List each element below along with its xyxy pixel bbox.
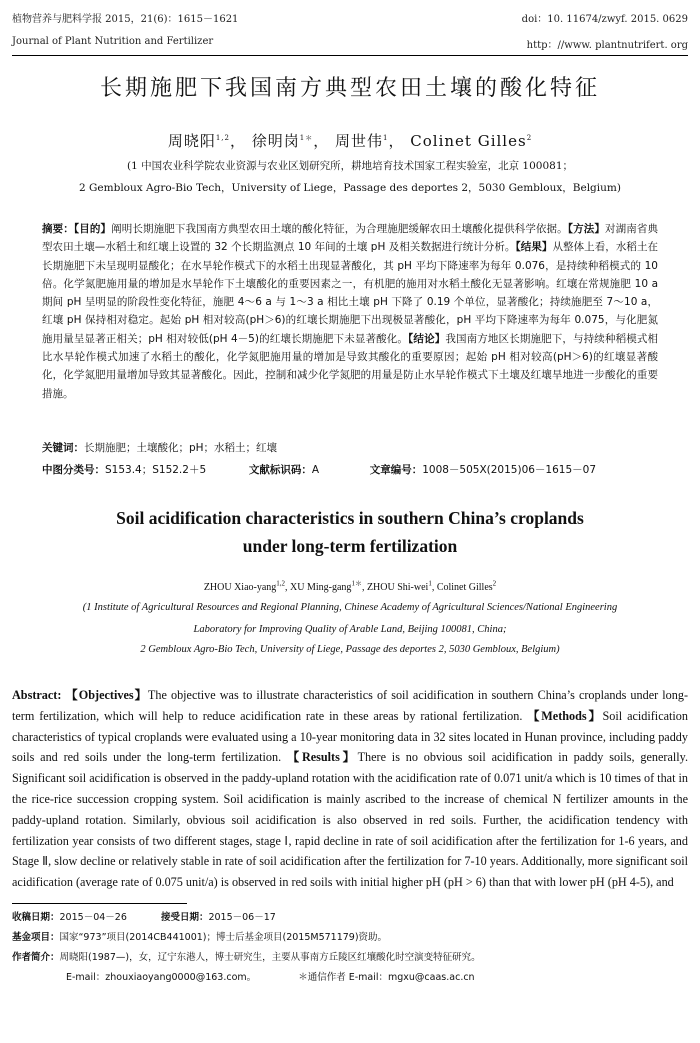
- author-1-cn: 周晓阳: [167, 132, 216, 150]
- title-en-line-1: Soil acidification characteristics in southern China’s croplands: [116, 508, 584, 528]
- funding-label: 基金项目：: [12, 932, 60, 943]
- running-header-top: [12, 10, 688, 25]
- funding-text: 国家“973”项目(2014CB441001)；博士后基金项目(2015M571179)资助。: [59, 932, 388, 943]
- doc-code-label: 文献标识码：: [248, 464, 312, 476]
- conclusion-cn-text: 我国南方地区长期施肥下，与持续种稻模式相比水旱轮作模式加速了水稻土的酸化，化学氮肥施用量的增加是导致其酸化的重要原因；起始 pH 相对较高(pH＞6)的红壤显著酸化，化学氮肥用量增加导致其显著酸化。因此，控制和减少化学氮肥的用量是防止水旱轮作模式下土壤及红壤旱地进一步酸化的重要措施。: [42, 332, 659, 400]
- footnote-dates: [12, 909, 276, 923]
- result-en-text: There is no obvious soil acidification in paddy soils, generally. Significant soil acidification is observed in the paddy-upland rotation with the acidification rate of 0.071 unit/a which is 10 times of that in the rice-rice succession cropping system. Soil acidification is mainly ascribed to the increase of chemical N fertilizer amounts in the paddy-upland rotation. Similarly, obvious soil acidification is also observed in red soils. Further, the acidification tendency with fertilization year consists of two different stages, stage Ⅰ, rapid decline in rate of soil acidification after the fertilization for 1-6 years, and Stage Ⅱ, slow decline or relatively stable in rate of soil acidification after the fertilization for 7-10 years. Additionally, more significant soil acidification (average rate of 0.075 unit/a) is observed in red soils with initial higher pH (pH > 6) than that with lower pH (pH 4-5), and: [12, 750, 689, 890]
- author-1-en: ZHOU Xiao-yang: [203, 582, 277, 593]
- keywords-cn-label: 关键词：: [42, 442, 84, 454]
- author-2-en-sup: 1＊: [351, 579, 362, 588]
- author-2-en: XU Ming-gang: [290, 582, 352, 593]
- footnote-emails: [66, 969, 475, 983]
- footnote-divider: [12, 903, 187, 904]
- method-en-label: 【Methods】: [527, 708, 603, 723]
- conclusion-cn-label: 【结论】: [408, 332, 446, 345]
- abstract-en-label: Abstract:: [12, 688, 62, 702]
- author-4-en-sup: 2: [492, 579, 497, 588]
- author-2-cn-sup: 1＊: [299, 134, 314, 142]
- affiliation-en-1: (1 Institute of Agricultural Resources and Regional Planning, Chinese Academy of Agricultural Sciences/National Engineering: [82, 602, 618, 613]
- keywords-cn-text: 长期施肥；土壤酸化；pH；水稻土；红壤: [84, 442, 278, 454]
- affiliation-en-2: Laboratory for Improving Quality of Arable Land, Beijing 100081, China;: [193, 624, 507, 635]
- result-en-label: 【Results】: [286, 750, 358, 765]
- author-1-en-sup: 1,2: [276, 579, 286, 588]
- author-4-en: Colinet Gilles: [436, 582, 493, 593]
- author-email[interactable]: E-mail：zhouxiaoyang0000@163.com。: [66, 972, 257, 983]
- result-cn-label: 【结果】: [515, 241, 553, 254]
- author-bio-label: 作者简介：: [12, 952, 60, 963]
- author-4-cn: Colinet Gilles: [410, 132, 527, 150]
- abstract-en: [12, 685, 688, 893]
- clc-label: 中图分类号：: [42, 464, 105, 476]
- objective-cn-label: 【目的】: [73, 223, 112, 235]
- footnote-funding: [12, 929, 387, 943]
- running-header-bottom: [12, 36, 688, 51]
- affiliation-cn-2: 2 Gembloux Agro-Bio Tech，University of Liege，Passage des deportes 2，5030 Gembloux，Belgium): [79, 182, 621, 194]
- article-no-value: 1008－505X(2015)06－1615－07: [422, 464, 597, 476]
- journal-citation-cn: 植物营养与肥料学报 2015，21(6)：1615－1621: [12, 14, 239, 25]
- abstract-cn-label: 摘要：: [42, 223, 74, 235]
- author-bio-text: 周晓阳(1987—)，女，辽宁东港人，博士研究生，主要从事南方丘陵区红壤酸化时空演变特征研究。: [59, 952, 481, 963]
- author-3-en-sup: 1: [428, 579, 432, 588]
- doc-code-value: A: [311, 464, 320, 476]
- result-cn-text: 从整体上看，水稻土在长期施肥下未呈现明显酸化；在水旱轮作模式下的水稻土出现显著酸化，其 pH 平均下降速率为每年 0.076，是持续种稻模式的 10 倍。化学氮肥施用量的增加是水旱轮作下土壤酸化的重要因素之一，有机肥的施用对水稻土酸化无显著影响。红壤在常规施肥 10 a 期间 pH 呈明显的阶段性变化特征，施肥 4～6 a 与 1～3 a 相比土壤 pH 下降了 0.19 个单位，显著酸化；持续施肥至 7～10 a，红壤 pH 保持相对稳定。起始 pH 相对较高(pH＞6)的红壤长期施肥下出现极显著酸化，pH 平均下降速率为每年 0.075，与化肥氮施用量呈显著正相关；pH 相对较低(pH 4－5)的红壤长期施肥下未显著酸化。: [42, 241, 659, 345]
- doi[interactable]: doi：10. 11674/zwyf. 2015. 0629: [521, 14, 688, 25]
- abstract-cn: [42, 220, 658, 403]
- author-1-cn-sup: 1,2: [215, 134, 230, 142]
- header-divider: [12, 55, 688, 56]
- title-cn: 长期施肥下我国南方典型农田土壤的酸化特征: [99, 76, 600, 101]
- author-2-cn: 徐明岗: [251, 132, 300, 150]
- article-no-label: 文章编号：: [369, 464, 423, 476]
- authors-en: ZHOU Xiao-yang$^{1,2}$, XU Ming-gang$^{1*}$, ZHOU Shi-wei$^1$, Colinet Gilles$^2$: [203, 579, 497, 593]
- footnote-author: [12, 949, 481, 963]
- accepted-date: 2015－06－17: [208, 912, 276, 923]
- affiliation-cn-1: (1 中国农业科学院农业资源与农业区划研究所，耕地培育技术国家工程实验室，北京 100081；: [126, 160, 574, 172]
- received-date: 2015－04－26: [59, 912, 127, 923]
- clc-value: S153.4；S152.2＋5: [105, 464, 207, 476]
- keywords-cn: [42, 440, 277, 455]
- method-cn-text: 对湖南省典型农田土壤—水稻土和红壤上设置的 32 个长期监测点 10 年间的土壤 pH 及相关数据进行统计分析。: [42, 223, 659, 254]
- author-3-cn: 周世伟: [335, 132, 384, 150]
- title-en-line-2: under long-term fertilization: [242, 536, 458, 556]
- corresponding-email[interactable]: ＊通信作者 E-mail：mgxu@caas.ac.cn: [298, 972, 475, 983]
- authors-cn: 周晓阳$^{1,2}$， 徐明岗$^{1*}$， 周世伟$^1$， Colinet Gilles$^2$: [167, 132, 533, 150]
- received-label: 收稿日期：: [12, 912, 60, 923]
- method-cn-label: 【方法】: [567, 223, 606, 235]
- author-4-cn-sup: 2: [526, 134, 533, 142]
- author-3-cn-sup: 1: [383, 134, 389, 142]
- journal-website[interactable]: http：//www. plantnutrifert. org: [526, 40, 688, 51]
- author-3-en: ZHOU Shi-wei: [366, 582, 429, 593]
- classification-line: [42, 462, 596, 477]
- affiliation-en-3: 2 Gembloux Agro-Bio Tech, University of Liege, Passage des deportes 2, 5030 Gembloux, Belgium): [140, 644, 560, 655]
- accepted-label: 接受日期：: [160, 912, 209, 923]
- journal-name-en: Journal of Plant Nutrition and Fertilizer: [12, 36, 214, 47]
- objective-en-text: The objective was to illustrate characteristics of soil acidification in southern China’s croplands under long-term fertilization, which will help to reduce acidification rate in these areas by rational fertilization.: [12, 688, 689, 723]
- method-en-text: Soil acidification characteristics of typical croplands were evaluated using a 10-year monitoring data in 32 sites located in Hunan province, including paddy soils and red soils under the long-term fertilization.: [12, 708, 688, 765]
- objective-en-label: 【Objectives】: [65, 688, 148, 702]
- objective-cn-text: 阐明长期施肥下我国南方典型农田土壤的酸化特征，为合理施肥缓解农田土壤酸化提供科学依据。: [111, 223, 568, 235]
